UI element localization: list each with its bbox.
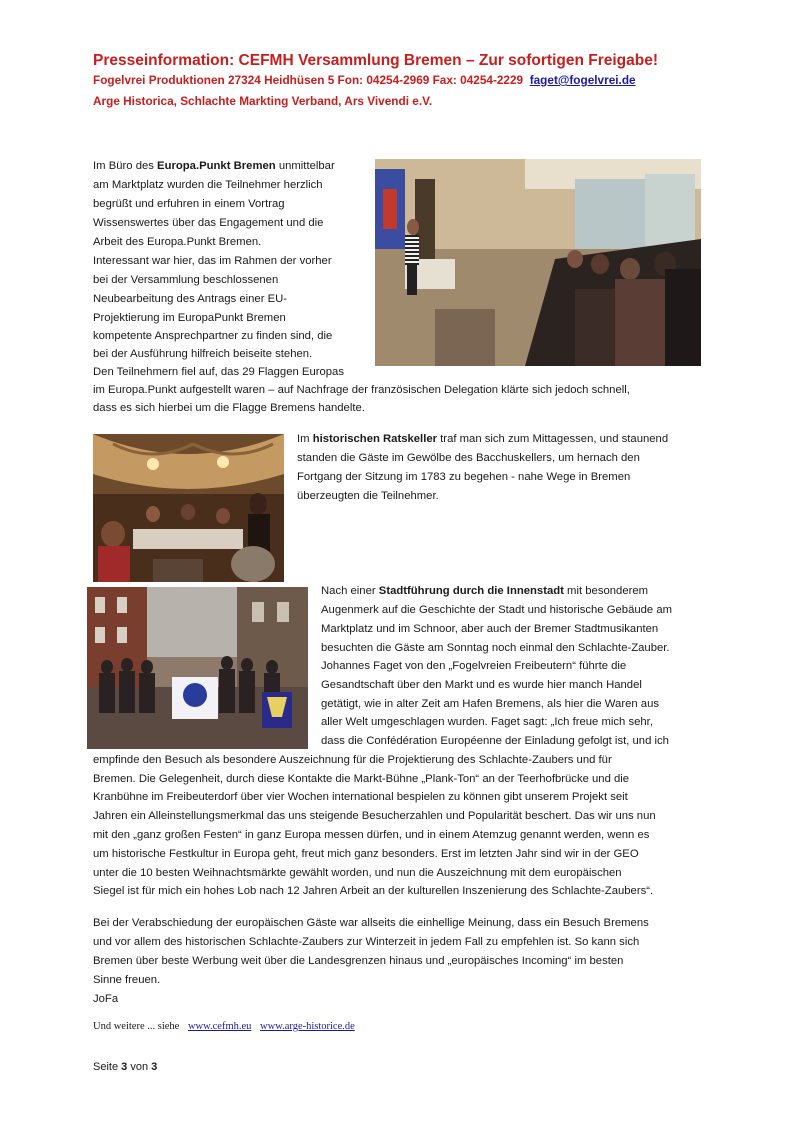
text-line: Jahren ein Alleinstellungsmerkmal das uns steigende Besucherzahlen und Popularität beschert. Das wir uns nun [93, 810, 656, 822]
text-line: begrüßt und erfuhren in einem Vortrag [93, 198, 285, 210]
bold-europapunkt: Europa.Punkt Bremen [157, 160, 276, 172]
photo-ratskeller [93, 434, 284, 582]
text-line: überzeugten die Teilnehmer. [297, 490, 439, 502]
text-line: Nach einer Stadtführung durch die Innenstadt mit besonderem [321, 585, 649, 597]
text-line: kompetente Ansprechpartner zu finden sind, die [93, 330, 333, 342]
text-line: um historische Festkultur in Europa geht, freut mich ganz besonders. Erst im letzten Jahr sind wir in der GEO [93, 848, 639, 860]
text-line: Wissenswertes über das Engagement und die [93, 217, 324, 229]
bold-ratskeller: historischen Ratskeller [312, 433, 438, 445]
contact-line [93, 73, 636, 87]
text-line: Im historischen Ratskeller traf man sich zum Mittagessen, und staunend [297, 433, 669, 445]
email-link[interactable]: faget@fogelvrei.de [529, 73, 636, 87]
text-line: Im Büro des Europa.Punkt Bremen unmittelbar [93, 160, 335, 172]
text-line: Bei der Verabschiedung der europäischen Gäste war allseits die einhellige Meinung, dass ein Besuch Bremens [93, 917, 649, 929]
text-line: bei der Versammlung beschlossenen [93, 274, 279, 286]
text-line: Interessant war hier, das im Rahmen der vorher [93, 255, 332, 267]
text-line: Sinne freuen. [93, 974, 161, 986]
text-line: besuchten die Gäste am Sonntag noch einmal den Schlachte-Zauber. [321, 642, 670, 654]
text-line: Arbeit des Europa.Punkt Bremen. [93, 236, 262, 248]
page-number: Seite 3 von 3 [93, 1061, 158, 1073]
text-line: unter die 10 besten Weihnachtsmärkte gewählt worden, und nun die Auszeichnung mit dem europäischen [93, 867, 622, 879]
text-line: Bremen. Die Gelegenheit, durch diese Kontakte die Markt-Bühne „Plank-Ton“ an der Teerhofbrücke und die [93, 773, 630, 785]
text-line: Den Teilnehmern fiel auf, das 29 Flaggen Europas [93, 366, 344, 378]
text-line: standen die Gäste im Gewölbe des Bacchuskellers, um hernach den [297, 452, 640, 464]
text-line: Johannes Faget von den „Fogelvreien Freibeutern“ führte die [321, 660, 627, 672]
footer-links [93, 1021, 355, 1032]
text-line: am Marktplatz wurden die Teilnehmer herzlich [93, 179, 323, 191]
text-line: im Europa.Punkt aufgestellt waren – auf Nachfrage der französischen Delegation klärte sich jedoch schnell, [93, 384, 630, 396]
link-cefmh[interactable]: www.cefmh.eu [187, 1021, 252, 1032]
photo-europapunkt-meeting [375, 159, 701, 366]
text-line: mit den „ganz großen Festen“ in ganz Europa messen dürfen, und in einem Atemzug genannt werden, wenn es [93, 829, 650, 841]
text-line: und vor allem des historischen Schlachte-Zaubers zur Winterzeit in jedem Fall zu empfehlen ist. So kann sich [93, 936, 640, 948]
text-line: Kranbühne im Freibeuterdorf über vier Wochen international bespielen zu können gibt unserem Projekt seit [93, 791, 628, 803]
text-line: Projektierung im EuropaPunkt Bremen [93, 312, 286, 324]
press-title: Presseinformation: CEFMH Versammlung Bremen – Zur sofortigen Freigabe! [93, 52, 659, 69]
text-line: Fortgang der Sitzung im 1783 zu begehen - nahe Wege in Bremen [297, 471, 631, 483]
bold-stadtfuehrung: Stadtführung durch die Innenstadt [378, 585, 564, 597]
footer-prefix: Und weitere ... siehe [93, 1021, 180, 1032]
text-line: Neubearbeitung des Antrags einer EU- [93, 293, 288, 305]
text-line: dass es sich hierbei um die Flagge Bremens handelte. [93, 402, 365, 414]
text-line: Bremen über beste Werbung weit über die Landesgrenzen hinaus und „europäisches Incoming“ im besten [93, 955, 624, 967]
text-line: Siegel ist für mich ein hohes Lob nach 12 Jahren Arbeit an der kulturellen Inszenierung des Schlachte-Zaubers“. [93, 885, 654, 897]
text-line: Gesandtschaft über den Markt und es wurde hier manch Handel [321, 679, 642, 691]
text-line: aller Welt umgeschlagen wurden. Faget sagt: „Ich freue mich sehr, [321, 716, 653, 728]
photo-group-stadtmusikanten [87, 587, 308, 749]
text-line: getätigt, wie in alter Zeit am Hafen Bremens, als hier die Waren aus [321, 698, 660, 710]
text-line: dass die Confédération Européenne der Einladung gefolgt ist, und ich [321, 735, 669, 747]
text-line: empfinde den Besuch als besondere Auszeichnung für die Projektierung des Schlachte-Zaubers und für [93, 754, 612, 766]
text-line: Marktplatz und im Schnoor, aber auch der Bremer Stadtmusikanten [321, 623, 659, 635]
contact-info: Fogelvrei Produktionen 27324 Heidhüsen 5 Fon: 04254-2969 Fax: 04254-2229 [93, 73, 524, 87]
text-line: Augenmerk auf die Geschichte der Stadt und historische Gebäude am [321, 604, 673, 616]
link-arge-historica[interactable]: www.arge-historice.de [260, 1021, 355, 1032]
organizations-line: Arge Historica, Schlachte Markting Verband, Ars Vivendi e.V. [93, 94, 433, 108]
text-line: bei der Ausführung hilfreich beiseite stehen. [93, 348, 313, 360]
author-signature: JoFa [93, 993, 119, 1005]
